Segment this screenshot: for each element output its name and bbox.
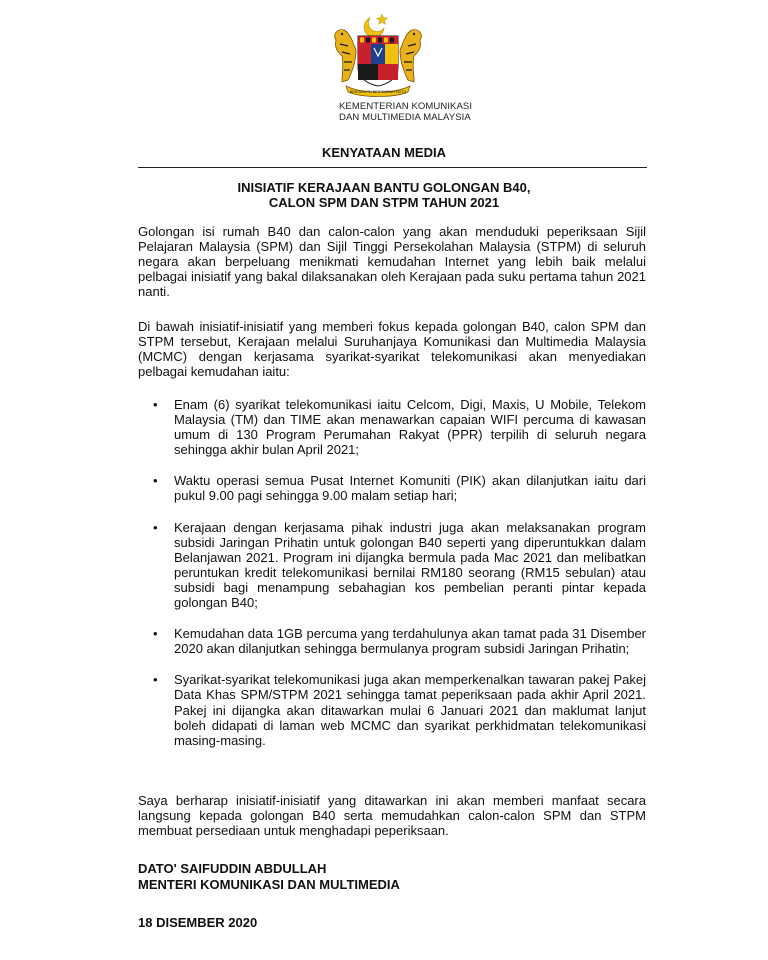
- bullet-icon: •: [153, 519, 158, 535]
- initiatives-list: [138, 397, 646, 748]
- bullet-icon: •: [153, 473, 158, 489]
- list-item-text: Waktu operasi semua Pusat Internet Komuniti (PIK) akan dilanjutkan iaitu dari pukul 9.00 pagi sehingga 9.00 malam setiap hari;: [174, 473, 646, 504]
- signatory-position: MENTERI KOMUNIKASI DAN MULTIMEDIA: [138, 876, 400, 892]
- document-heading: KENYATAAN MEDIA: [322, 145, 446, 160]
- list-item: [138, 672, 646, 747]
- heading-divider: [138, 167, 647, 168]
- title-line2: CALON SPM DAN STPM TAHUN 2021: [268, 195, 500, 210]
- list-item: [138, 473, 646, 503]
- initiatives-paragraph: Di bawah inisiatif-inisiatif yang memberi fokus kepada golongan B40, calon SPM dan STPM tersebut, Kerajaan melalui Suruhanjaya Komunikasi dan Multimedia Malaysia (MCMC) dengan kerjasama syarikat-syarikat telekomunikasi akan menyediakan pelbagai kemudahan iaitu:: [138, 319, 646, 380]
- title-line1: INISIATIF KERAJAAN BANTU GOLONGAN B40,: [237, 180, 531, 195]
- bullet-icon: •: [153, 672, 158, 688]
- document-title: [0, 180, 768, 210]
- list-item: [138, 626, 646, 656]
- ministry-name-line1: KEMENTERIAN KOMUNIKASI: [339, 101, 473, 112]
- closing-paragraph: Saya berharap inisiatif-inisiatif yang ditawarkan ini akan memberi manfaat secara langsung kepada golongan B40 serta memudahkan calon-calon SPM dan STPM membuat persediaan untuk menghadapi peperiksaan.: [138, 793, 646, 839]
- signatory-name: DATO' SAIFUDDIN ABDULLAH: [138, 861, 327, 876]
- bullet-icon: •: [153, 626, 158, 642]
- intro-paragraph: Golongan isi rumah B40 dan calon-calon yang akan menduduki peperiksaan Sijil Pelajaran Malaysia (SPM) dan Sijil Tinggi Persekolahan Malaysia (STPM) di seluruh negara akan berpeluang menikmati kemudahan Internet yang lebih baik melalui pelbagai inisiatif yang bakal dilaksanakan oleh Kerajaan pada suku pertama tahun 2021 nanti.: [138, 224, 646, 300]
- bullet-icon: •: [153, 397, 158, 412]
- list-item: [138, 520, 646, 611]
- list-item-text: Kemudahan data 1GB percuma yang terdahulunya akan tamat pada 31 Disember 2020 akan dilanjutkan sehingga bermulanya program subsidi Jaringan Prihatin;: [174, 626, 646, 657]
- ministry-name-line2: DAN MULTIMEDIA MALAYSIA: [339, 112, 471, 123]
- svg-text:BERSEKUTU BERTAMBAH MUTU: BERSEKUTU BERTAMBAH MUTU: [349, 90, 407, 94]
- list-item: [138, 397, 646, 457]
- ministry-name: [339, 101, 539, 123]
- signature-block: [138, 861, 400, 892]
- coat-of-arms-icon: [322, 10, 434, 102]
- list-item-text: Syarikat-syarikat telekomunikasi juga akan memperkenalkan tawaran pakej Pakej Data Khas SPM/STPM 2021 sehingga tamat peperiksaan pada akhir April 2021. Pakej ini dijangka akan ditawarkan mulai 6 Januari 2021 dan maklumat lanjut boleh didapati di laman web MCMC dan syarikat perkhidmatan telekomunikasi masing-masing.: [174, 672, 646, 748]
- list-item-text: Kerajaan dengan kerjasama pihak industri juga akan melaksanakan program subsidi Jaringan Prihatin untuk golongan B40 seperti yang diperuntukkan dalam Belanjawan 2021. Program ini dijangka bermula pada Mac 2021 dan melibatkan peruntukan kredit telekomunikasi bernilai RM180 seorang (RM15 sebulan) atau subsidi bagi menampung sebahagian kos pembelian peranti pintar kepada golongan B40;: [174, 519, 646, 611]
- release-date: 18 DISEMBER 2020: [138, 915, 258, 930]
- list-item-text: Enam (6) syarikat telekomunikasi iaitu Celcom, Digi, Maxis, U Mobile, Telekom Malaysia (TM) dan TIME akan menawarkan capaian WIFI percuma di kawasan umum di 130 Program Perumahan Rakyat (PPR) terpilih di seluruh negara sehingga akhir bulan April 2021;: [174, 397, 646, 458]
